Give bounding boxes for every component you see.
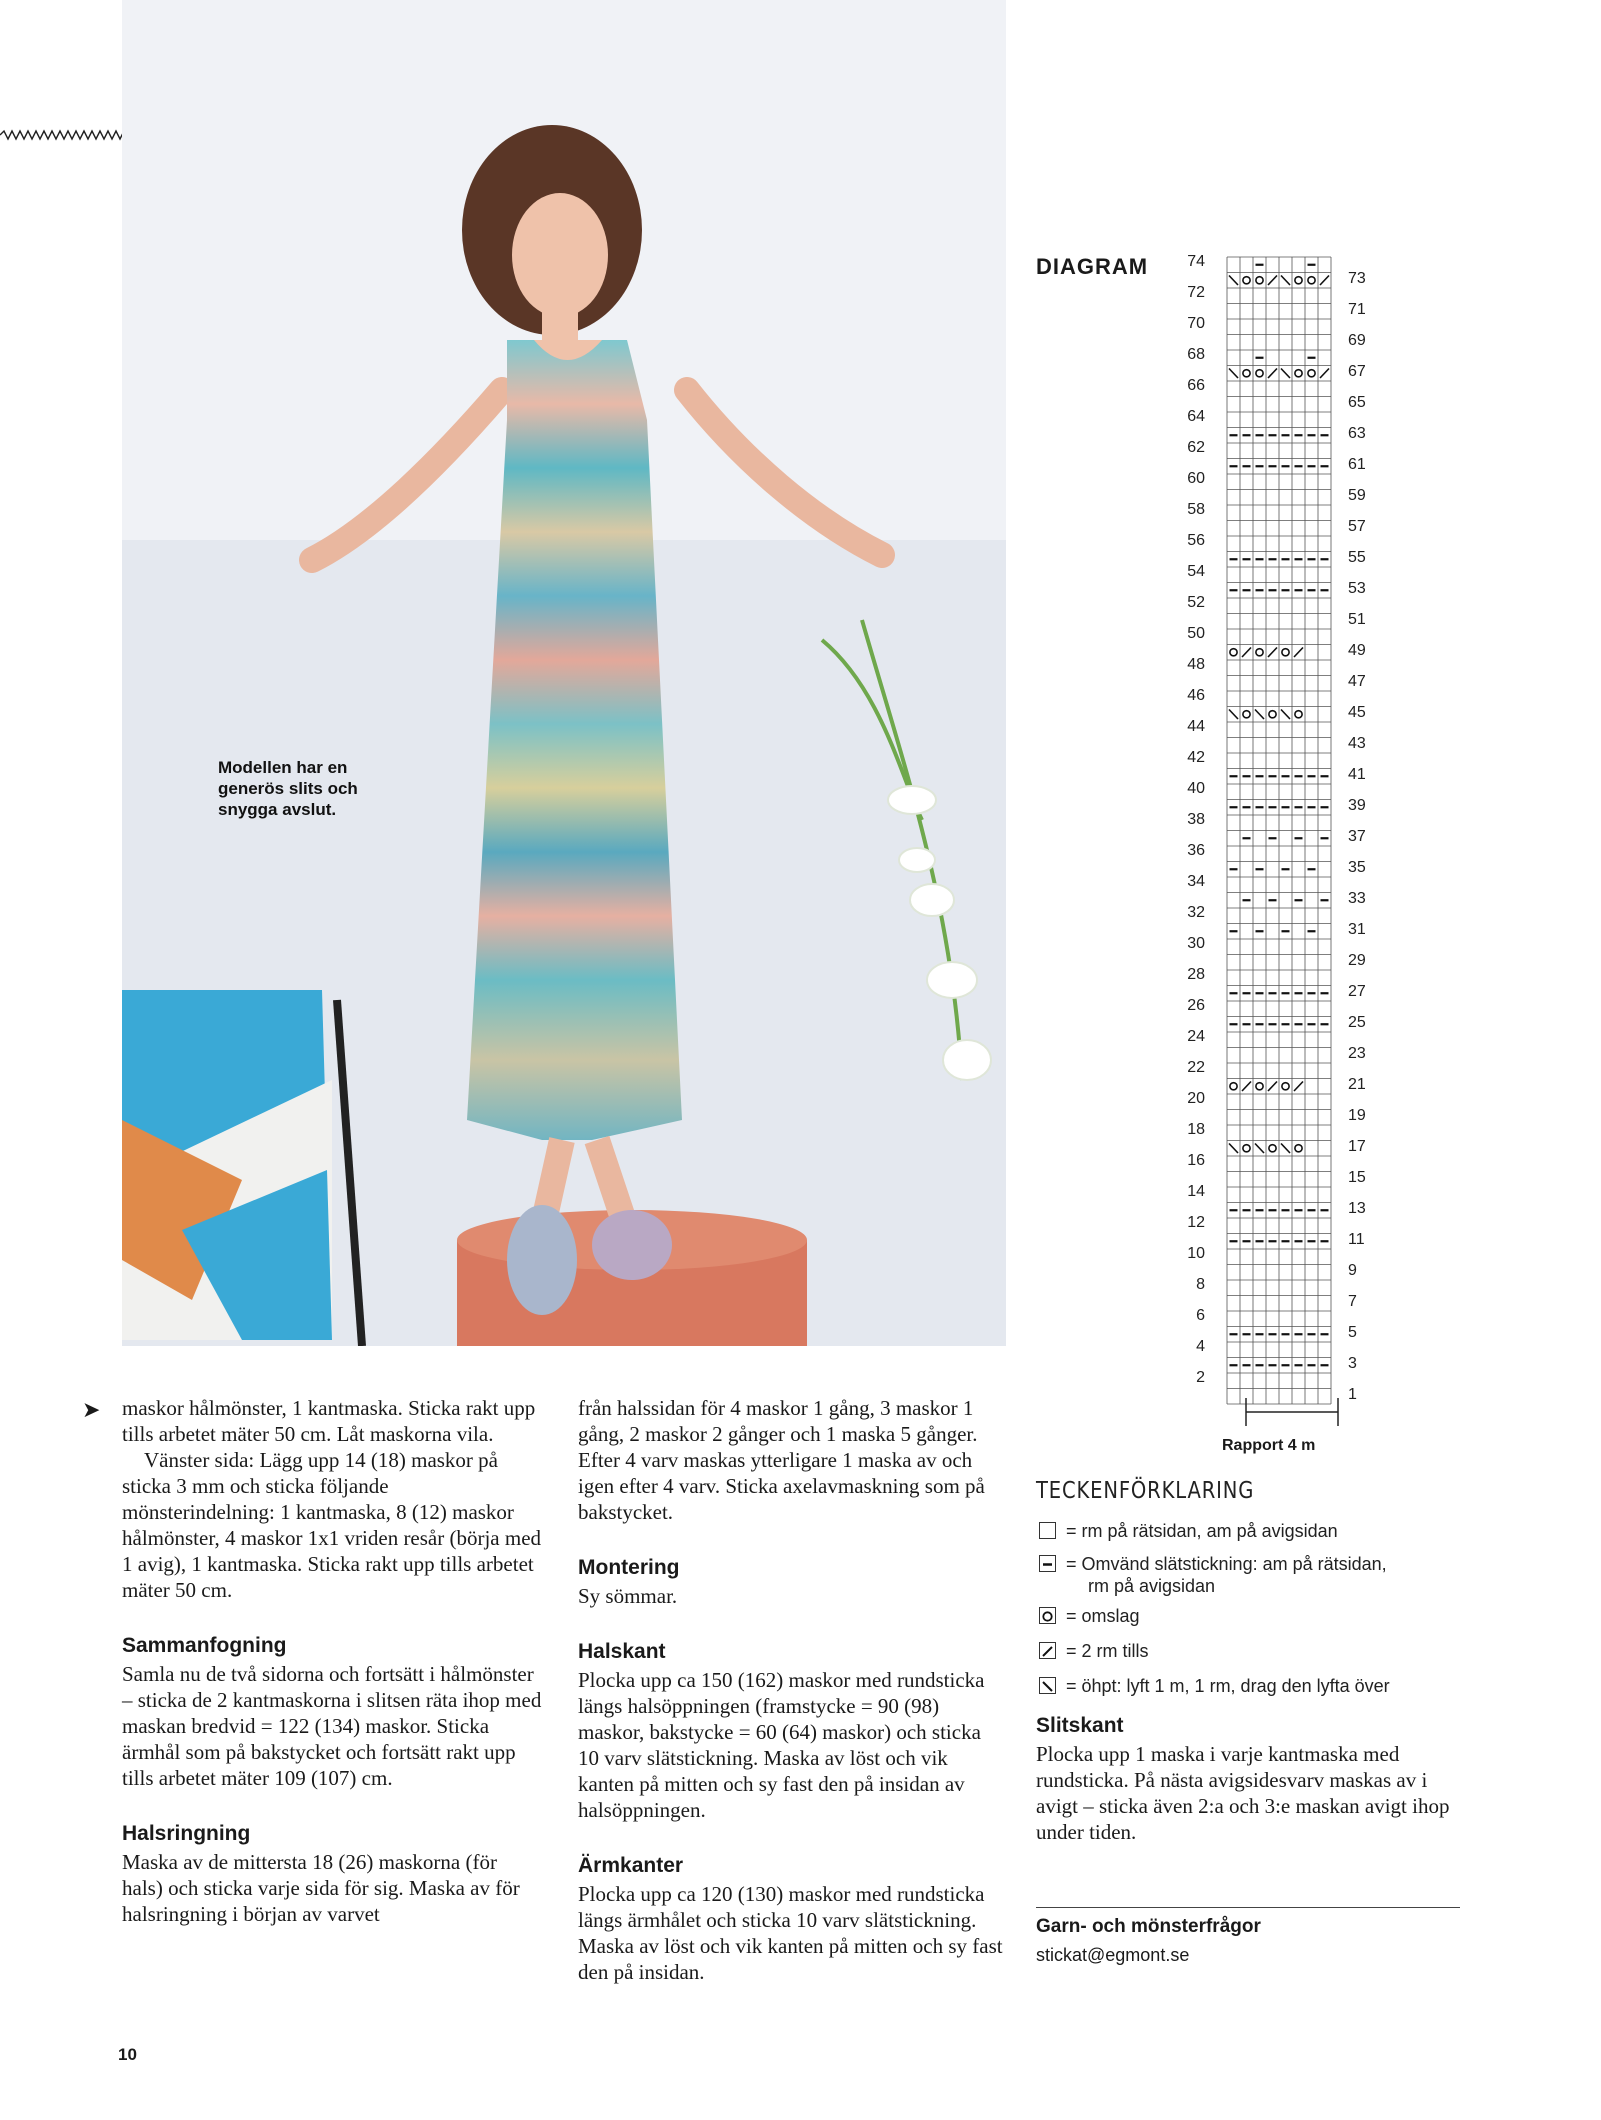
- row-number-left: 64: [1187, 408, 1205, 425]
- k2tog-mark: [1294, 1082, 1303, 1092]
- row-number-right: 47: [1348, 673, 1366, 690]
- continuation-arrow-icon: ➤: [82, 1398, 101, 1423]
- row-number-left: 72: [1187, 284, 1205, 301]
- k2tog-mark: [1320, 276, 1329, 286]
- yarnover-mark: [1295, 277, 1302, 284]
- skpo-mark: [1281, 369, 1290, 379]
- paragraph: Maska av de mittersta 18 (26) maskorna (för hals) och sticka varje sida för sig. Maska av för halsringning i början av varvet: [122, 1850, 520, 1926]
- row-number-right: 61: [1348, 456, 1366, 473]
- skpo-mark: [1229, 276, 1238, 286]
- row-number-right: 55: [1348, 549, 1366, 566]
- rapport-label: Rapport 4 m: [1222, 1437, 1316, 1454]
- skpo-mark: [1229, 1144, 1238, 1154]
- row-number-left: 54: [1187, 563, 1205, 580]
- page-number: 10: [118, 2045, 137, 2064]
- row-number-left: 58: [1187, 501, 1205, 518]
- row-number-left: 42: [1187, 749, 1205, 766]
- row-number-left: 18: [1187, 1121, 1205, 1138]
- yarnover-mark: [1256, 1083, 1263, 1090]
- row-number-left: 8: [1196, 1276, 1205, 1293]
- text-column-2: [578, 1395, 1003, 1985]
- skpo-mark: [1255, 1144, 1264, 1154]
- contact-heading: Garn- och mönsterfrågor: [1036, 1916, 1261, 1937]
- row-number-right: 35: [1348, 859, 1366, 876]
- row-number-left: 56: [1187, 532, 1205, 549]
- skpo-mark: [1281, 276, 1290, 286]
- yarnover-mark: [1256, 649, 1263, 656]
- legend-item-knit: = rm på rätsidan, am på avigsidan: [1036, 1520, 1456, 1544]
- row-number-right: 5: [1348, 1324, 1357, 1341]
- row-number-left: 34: [1187, 873, 1205, 890]
- row-number-left: 50: [1187, 625, 1205, 642]
- legend-item-k2tog: = 2 rm tills: [1036, 1640, 1456, 1664]
- legend-title: TECKENFÖRKLARING: [1036, 1478, 1255, 1504]
- backslash-square-icon: [1039, 1677, 1056, 1694]
- row-number-right: 31: [1348, 921, 1366, 938]
- k2tog-mark: [1268, 369, 1277, 379]
- k2tog-mark: [1268, 1082, 1277, 1092]
- heading-halsringning: Halsringning: [122, 1822, 251, 1845]
- skpo-mark: [1255, 710, 1264, 720]
- legend-item-reverse: = Omvänd slätstickning: am på rätsidan, rm på avigsidan: [1036, 1553, 1456, 1601]
- row-number-left: 32: [1187, 904, 1205, 921]
- row-number-left: 66: [1187, 377, 1205, 394]
- skpo-mark: [1229, 369, 1238, 379]
- contact-email: stickat@egmont.se: [1036, 1945, 1190, 1965]
- row-number-left: 2: [1196, 1369, 1205, 1386]
- paragraph: maskor hålmönster, 1 kantmaska. Sticka rakt upp tills arbetet mäter 50 cm. Låt maskorna vila.: [122, 1396, 536, 1446]
- yarnover-mark: [1282, 1083, 1289, 1090]
- divider: [1036, 1907, 1460, 1908]
- yarnover-mark: [1243, 370, 1250, 377]
- row-number-left: 36: [1187, 842, 1205, 859]
- diagram-title: DIAGRAM: [1036, 254, 1149, 279]
- k2tog-mark: [1242, 648, 1251, 658]
- row-number-left: 48: [1187, 656, 1205, 673]
- model-photo-illustration: [122, 0, 1006, 1346]
- photo-caption: Modellen har en generös slits och snygga avslut.: [218, 758, 358, 819]
- yarnover-mark: [1243, 711, 1250, 718]
- row-number-left: 6: [1196, 1307, 1205, 1324]
- yarnover-mark: [1243, 277, 1250, 284]
- heading-sammanfogning: Sammanfogning: [122, 1634, 287, 1657]
- row-number-right: 1: [1348, 1386, 1357, 1403]
- row-number-right: 11: [1348, 1231, 1365, 1248]
- heading-montering: Montering: [578, 1556, 680, 1579]
- row-number-right: 43: [1348, 735, 1366, 752]
- row-number-left: 22: [1187, 1059, 1205, 1076]
- paragraph: Vänster sida: Lägg upp 14 (18) maskor på sticka 3 mm och sticka följande mönsterindelning: 1 kantmaska, 8 (12) maskor hålmönster, 4 maskor 1x1 vriden resår (börja med 1 avig), 1 kantmaska. Sticka rakt upp tills arbetet mäter 50 cm.: [122, 1448, 542, 1602]
- yarnover-mark: [1295, 711, 1302, 718]
- yarnover-mark: [1256, 277, 1263, 284]
- row-number-right: 49: [1348, 642, 1366, 659]
- row-number-right: 37: [1348, 828, 1366, 845]
- paragraph: från halssidan för 4 maskor 1 gång, 3 maskor 1 gång, 2 maskor 2 gånger och 1 maska 5 gånger. Efter 4 varv maskas ytterligare 1 maska av och igen efter 4 varv. Sticka axelavmaskning som på bakstycket.: [578, 1396, 985, 1524]
- row-number-left: 46: [1187, 687, 1205, 704]
- paragraph: Sy sömmar.: [578, 1584, 678, 1608]
- row-number-right: 51: [1348, 611, 1366, 628]
- k2tog-mark: [1320, 369, 1329, 379]
- yarnover-mark: [1282, 649, 1289, 656]
- row-number-left: 52: [1187, 594, 1205, 611]
- rapport-bracket: [1244, 1398, 1340, 1428]
- k2tog-mark: [1242, 1082, 1251, 1092]
- row-number-right: 39: [1348, 797, 1366, 814]
- skpo-mark: [1281, 710, 1290, 720]
- legend-item-yarnover: = omslag: [1036, 1605, 1456, 1629]
- row-number-left: 74: [1187, 253, 1205, 270]
- row-number-right: 59: [1348, 487, 1366, 504]
- row-number-left: 24: [1187, 1028, 1205, 1045]
- row-number-right: 63: [1348, 425, 1366, 442]
- paragraph: Plocka upp ca 120 (130) maskor med rundsticka längs ärmhålet och sticka 10 varv slätstickning. Maska av löst och vik kanten på mitten och sy fast den på insidan.: [578, 1882, 1003, 1984]
- text-column-1: [122, 1395, 542, 1927]
- k2tog-mark: [1268, 276, 1277, 286]
- yarnover-mark: [1243, 1145, 1250, 1152]
- row-number-left: 68: [1187, 346, 1205, 363]
- paragraph: Plocka upp ca 150 (162) maskor med rundsticka längs halsöppningen (framstycke = 90 (98) maskor, bakstycke = 60 (64) maskor) och sticka 10 varv slätstickning. Maska av löst och vik kanten på mitten och sy fast den på insidan av halsöppningen.: [578, 1668, 985, 1822]
- row-number-right: 27: [1348, 983, 1366, 1000]
- skpo-mark: [1281, 1144, 1290, 1154]
- yarnover-mark: [1269, 1145, 1276, 1152]
- skpo-mark: [1229, 710, 1238, 720]
- row-number-left: 38: [1187, 811, 1205, 828]
- yarnover-mark: [1308, 370, 1315, 377]
- row-number-right: 7: [1348, 1293, 1357, 1310]
- row-number-left: 40: [1187, 780, 1205, 797]
- row-number-right: 13: [1348, 1200, 1366, 1217]
- row-number-right: 57: [1348, 518, 1366, 535]
- row-number-right: 17: [1348, 1138, 1366, 1155]
- knitting-chart: [1225, 255, 1335, 1415]
- slash-square-icon: [1039, 1642, 1056, 1659]
- row-number-left: 16: [1187, 1152, 1205, 1169]
- row-number-left: 26: [1187, 997, 1205, 1014]
- row-number-right: 3: [1348, 1355, 1357, 1372]
- row-number-left: 62: [1187, 439, 1205, 456]
- row-number-left: 10: [1187, 1245, 1205, 1262]
- empty-square-icon: [1039, 1522, 1056, 1539]
- row-number-right: 53: [1348, 580, 1366, 597]
- row-number-right: 15: [1348, 1169, 1366, 1186]
- row-number-right: 21: [1348, 1076, 1366, 1093]
- row-number-left: 60: [1187, 470, 1205, 487]
- row-number-right: 69: [1348, 332, 1366, 349]
- legend-item-skpo: = öhpt: lyft 1 m, 1 rm, drag den lyfta över: [1036, 1675, 1456, 1699]
- row-number-left: 12: [1187, 1214, 1205, 1231]
- dash-square-icon: [1039, 1555, 1056, 1572]
- yarnover-mark: [1308, 277, 1315, 284]
- heading-halskant: Halskant: [578, 1640, 666, 1663]
- row-number-right: 9: [1348, 1262, 1357, 1279]
- yarnover-mark: [1269, 711, 1276, 718]
- k2tog-mark: [1294, 648, 1303, 658]
- text-column-3: [1036, 1713, 1466, 1845]
- row-number-right: 67: [1348, 363, 1366, 380]
- heading-slitskant: Slitskant: [1036, 1714, 1124, 1737]
- row-number-right: 45: [1348, 704, 1366, 721]
- row-number-right: 41: [1348, 766, 1366, 783]
- yarnover-mark: [1295, 370, 1302, 377]
- row-number-left: 4: [1196, 1338, 1205, 1355]
- row-number-right: 33: [1348, 890, 1366, 907]
- product-photo: [122, 0, 1006, 1346]
- row-number-right: 73: [1348, 270, 1366, 287]
- row-number-right: 25: [1348, 1014, 1366, 1031]
- paragraph: Plocka upp 1 maska i varje kantmaska med rundsticka. På nästa avigsidesvarv maskas av i avigt – sticka även 2:a och 3:e maskan avigt ihop under tiden.: [1036, 1742, 1450, 1844]
- row-number-left: 30: [1187, 935, 1205, 952]
- row-number-left: 70: [1187, 315, 1205, 332]
- yarnover-mark: [1295, 1145, 1302, 1152]
- k2tog-mark: [1268, 648, 1277, 658]
- row-number-left: 14: [1187, 1183, 1205, 1200]
- yarnover-mark: [1230, 649, 1237, 656]
- heading-armkanter: Ärmkanter: [578, 1854, 684, 1877]
- row-number-right: 71: [1348, 301, 1366, 318]
- row-number-left: 20: [1187, 1090, 1205, 1107]
- yarnover-mark: [1256, 370, 1263, 377]
- row-number-right: 23: [1348, 1045, 1366, 1062]
- paragraph: Samla nu de två sidorna och fortsätt i hålmönster – sticka de 2 kantmaskorna i slitsen räta ihop med maskan bredvid = 122 (134) maskor. Sticka ärmhål som på bakstycket och fortsätt rakt upp tills arbetet mäter 109 (107) cm.: [122, 1662, 542, 1790]
- row-number-left: 44: [1187, 718, 1205, 735]
- yarnover-mark: [1230, 1083, 1237, 1090]
- row-number-right: 65: [1348, 394, 1366, 411]
- circle-square-icon: [1039, 1607, 1056, 1624]
- row-number-left: 28: [1187, 966, 1205, 983]
- row-number-right: 19: [1348, 1107, 1366, 1124]
- row-number-right: 29: [1348, 952, 1366, 969]
